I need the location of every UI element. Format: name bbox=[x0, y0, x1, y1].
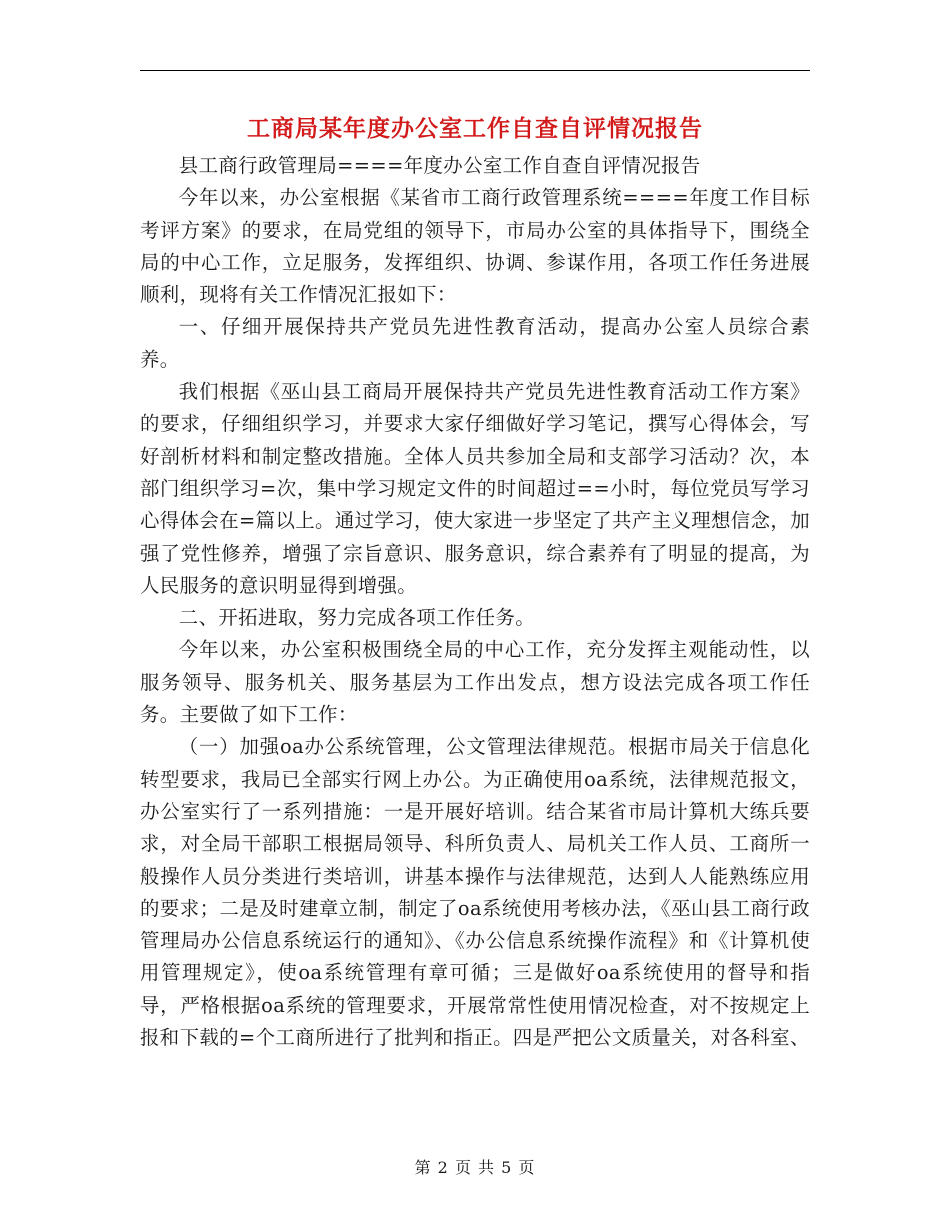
paragraph-tasks: 今年以来，办公室积极围绕全局的中心工作，充分发挥主观能动性，以服务领导、服务机关、服务基层为工作出发点，想方设法完成各项工作任务。主要做了如下工作： bbox=[140, 638, 810, 727]
page-number: 第 2 页 共 5 页 bbox=[414, 1158, 536, 1177]
paragraph-oa-system: （一）加强oa办公系统管理，公文管理法律规范。根据市局关于信息化转型要求，我局已全部实行网上办公。为正确使用oa系统，法律规范报文，办公室实行了一系列措施：一是开展好培训。结合某省市局计算机大练兵要求，对全局干部职工根据局领导、科所负责人、局机关工作人员、工商所一般操作人员分类进行类培训，讲基本操作与法律规范，达到人人能熟练应用的要求；二是及时建章立制，制定了oa系统使用考核办法，《巫山县工商行政管理局办公信息系统运行的通知》、《办公信息系统操作流程》和《计算机使用管理规定》，使oa系统管理有章可循；三是做好oa系统使用的督导和指导，严格根据oa系统的管理要求，开展常常性使用情况检查，对不按规定上报和下载的=个工商所进行了批判和指正。四是严把公文质量关，对各科室、 bbox=[140, 735, 810, 1050]
section-heading-1: 一、仔细开展保持共产党员先进性教育活动，提高办公室人员综合素养。 bbox=[140, 315, 810, 371]
paragraph-study: 我们根据《巫山县工商局开展保持共产党员先进性教育活动工作方案》的要求，仔细组织学习，并要求大家仔细做好学习笔记，撰写心得体会，写好剖析材料和制定整改措施。全体人员共参加全局和支部学习活动？次，本部门组织学习=次，集中学习规定文件的时间超过==小时，每位党员写学习心得体会在=篇以上。通过学习，使大家进一步坚定了共产主义理想信念，加强了党性修养，增强了宗旨意识、服务意识，综合素养有了明显的提高，为人民服务的意识明显得到增强。 bbox=[140, 380, 810, 597]
section-heading-2: 二、开拓进取，努力完成各项工作任务。 bbox=[178, 606, 536, 630]
document-title: 工商局某年度办公室工作自查自评情况报告 bbox=[247, 116, 703, 142]
paragraph-intro: 今年以来，办公室根据《某省市工商行政管理系统====年度工作目标考评方案》的要求，在局党组的领导下，市局办公室的具体指导下，围绕全局的中心工作，立足服务，发挥组织、协调、参谋作用，各项工作任务进展顺利，现将有关工作情况汇报如下： bbox=[140, 186, 810, 307]
header-rule bbox=[140, 70, 810, 71]
document-body bbox=[140, 150, 810, 1054]
paragraph-subtitle: 县工商行政管理局====年度办公室工作自查自评情况报告 bbox=[178, 154, 701, 177]
